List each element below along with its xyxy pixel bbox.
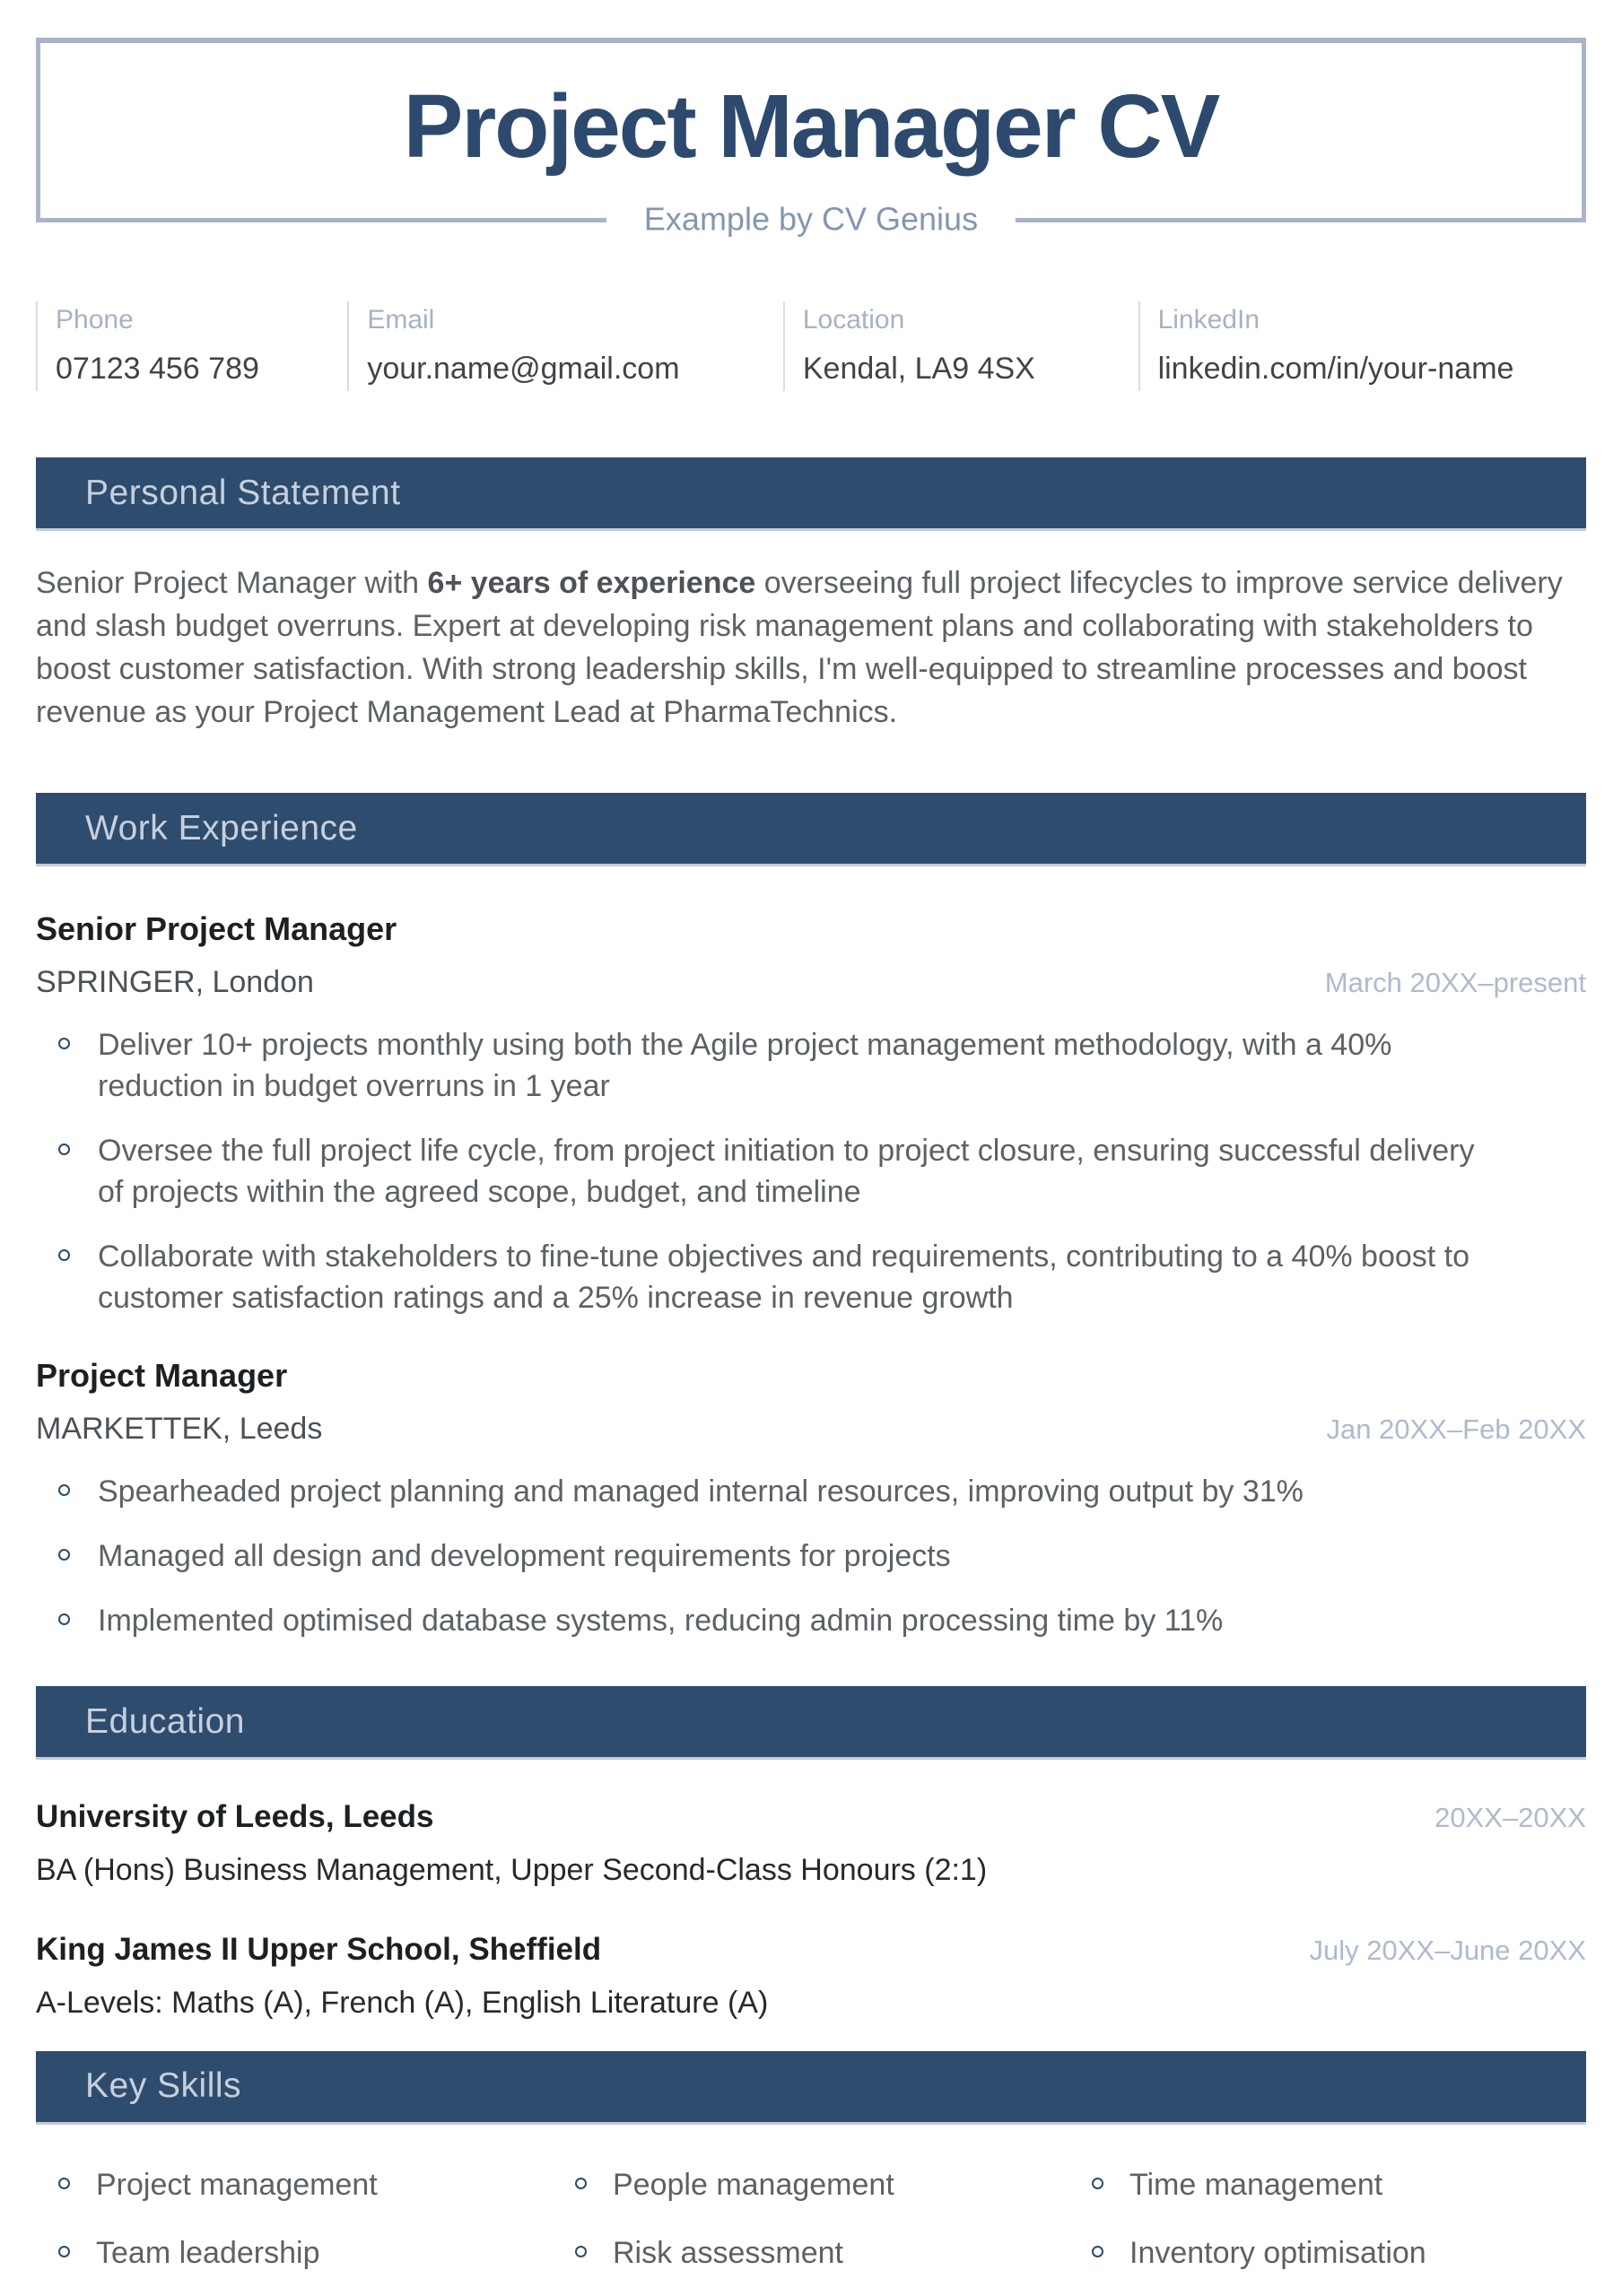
education-dates: July 20XX–June 20XX: [1309, 1935, 1586, 1967]
skill-label: Inventory optimisation: [1129, 2235, 1426, 2270]
section-header-work-experience: [36, 793, 1586, 866]
bullet-circle-icon: [575, 2178, 587, 2189]
education-detail: BA (Hons) Business Management, Upper Second-Class Honours (2:1): [36, 1853, 988, 1887]
contact-item: [36, 301, 347, 391]
skill-item: [36, 2232, 553, 2274]
bullet-circle-icon: [58, 1484, 70, 1496]
education-head-row: [36, 1801, 1586, 1832]
skill-label: Time management: [1129, 2167, 1383, 2202]
job-dates: March 20XX–present: [1324, 967, 1586, 998]
contact-item-value: 07123 456 789: [56, 352, 259, 386]
job-bullet-list: [36, 1471, 1586, 1641]
contact-item: [347, 301, 783, 391]
section-header-education: [36, 1686, 1586, 1760]
bullet-text: Deliver 10+ projects monthly using both the Agile project management methodology, with a 40% reduction in budget overruns in 1 year: [98, 1028, 1392, 1103]
contact-item-label: Phone: [56, 305, 134, 335]
skill-item: [1069, 2164, 1586, 2205]
skill-item: [553, 2164, 1069, 2205]
skill-item: [1069, 2232, 1586, 2274]
section-header-key-skills: [36, 2051, 1586, 2125]
bullet-item: [36, 1236, 1586, 1318]
education-entry: [36, 1801, 1586, 1887]
bullet-circle-icon: [575, 2246, 587, 2257]
bullet-circle-icon: [58, 1038, 70, 1049]
bullet-circle-icon: [1092, 2246, 1103, 2257]
key-skills-grid: [36, 2164, 1586, 2274]
bullet-circle-icon: [58, 1144, 70, 1155]
bullet-item: [36, 1024, 1586, 1107]
education-list: [36, 1801, 1586, 2021]
bullet-item: [36, 1600, 1586, 1641]
contact-item-value: linkedin.com/in/your-name: [1157, 352, 1514, 386]
job-entry: [36, 1357, 1586, 1641]
skill-label: People management: [613, 2167, 894, 2202]
bullet-item: [36, 1535, 1586, 1577]
job-company: MARKETTEK, Leeds: [36, 1412, 323, 1446]
job-meta-row: [36, 967, 1586, 997]
bullet-circle-icon: [58, 1549, 70, 1561]
education-school: King James II Upper School, Sheffield: [36, 1932, 602, 1968]
skill-item: [553, 2232, 1069, 2274]
education-head-row: [36, 1932, 1586, 1968]
contact-item-label: Email: [367, 305, 435, 335]
job-entry: [36, 910, 1586, 1318]
education-entry: [36, 1934, 1586, 2020]
contact-item-value: Kendal, LA9 4SX: [802, 352, 1035, 386]
contact-row: [36, 301, 1586, 391]
contact-item: [783, 301, 1138, 391]
bullet-text: Managed all design and development requirements for projects: [98, 1539, 951, 1573]
section-header-personal-statement: [36, 457, 1586, 531]
bullet-circle-icon: [58, 1249, 70, 1261]
skill-label: Risk assessment: [613, 2235, 843, 2270]
statement-bold-text: 6+ years of experience: [427, 566, 756, 600]
bullet-circle-icon: [58, 1613, 70, 1625]
section-heading-label: Personal Statement: [85, 473, 401, 512]
section-heading-label: Education: [85, 1701, 245, 1741]
job-title: Senior Project Manager: [36, 910, 397, 947]
bullet-text: Oversee the full project life cycle, from project initiation to project closure, ensuring successful delivery of projects within the agreed scope, budget, and timeline: [98, 1134, 1475, 1209]
contact-item-value: your.name@gmail.com: [367, 352, 680, 386]
education-school: University of Leeds, Leeds: [36, 1799, 434, 1834]
bullet-text: Collaborate with stakeholders to fine-tune objectives and requirements, contributing to a 40% boost to customer satisfaction ratings and a 25% increase in revenue growth: [98, 1239, 1470, 1315]
section-heading-label: Key Skills: [85, 2066, 242, 2106]
contact-item-label: Location: [802, 305, 905, 335]
bullet-text: Spearheaded project planning and managed internal resources, improving output by 31%: [98, 1474, 1304, 1509]
page-title: Project Manager CV: [403, 75, 1219, 177]
bullet-text: Implemented optimised database systems, reducing admin processing time by 11%: [98, 1604, 1224, 1638]
bullet-circle-icon: [58, 2178, 70, 2189]
statement-text-after: overseeing full project lifecycles to improve service delivery and slash budget overruns. Expert at developing risk management plans and collaborating with stakeholders to boost customer satisfaction. With strong leadership skills, I'm well-equipped to streamline processes and boost revenue as your Project Management Lead at PharmaTechnics.: [36, 566, 1563, 729]
skill-label: Team leadership: [96, 2235, 320, 2270]
job-company: SPRINGER, London: [36, 965, 314, 999]
job-title: Project Manager: [36, 1357, 288, 1394]
job-bullet-list: [36, 1024, 1586, 1318]
education-detail: A-Levels: Maths (A), French (A), English Literature (A): [36, 1986, 769, 2021]
job-meta-row: [36, 1413, 1586, 1444]
contact-item: [1138, 301, 1586, 391]
bullet-circle-icon: [1092, 2178, 1103, 2189]
bullet-item: [36, 1471, 1586, 1512]
skill-item: [36, 2164, 553, 2205]
education-dates: 20XX–20XX: [1435, 1802, 1586, 1833]
cv-header-box: [36, 38, 1586, 238]
statement-text-before: Senior Project Manager with: [36, 566, 428, 600]
job-dates: Jan 20XX–Feb 20XX: [1326, 1413, 1586, 1445]
bullet-item: [36, 1130, 1586, 1213]
skill-label: Project management: [96, 2167, 378, 2202]
work-experience-list: [36, 910, 1586, 1641]
section-heading-label: Work Experience: [85, 808, 358, 848]
bullet-circle-icon: [58, 2246, 70, 2257]
page-subtitle: Example by CV Genius: [606, 203, 1016, 235]
personal-statement-text: [36, 561, 1586, 734]
contact-item-label: LinkedIn: [1157, 305, 1260, 335]
